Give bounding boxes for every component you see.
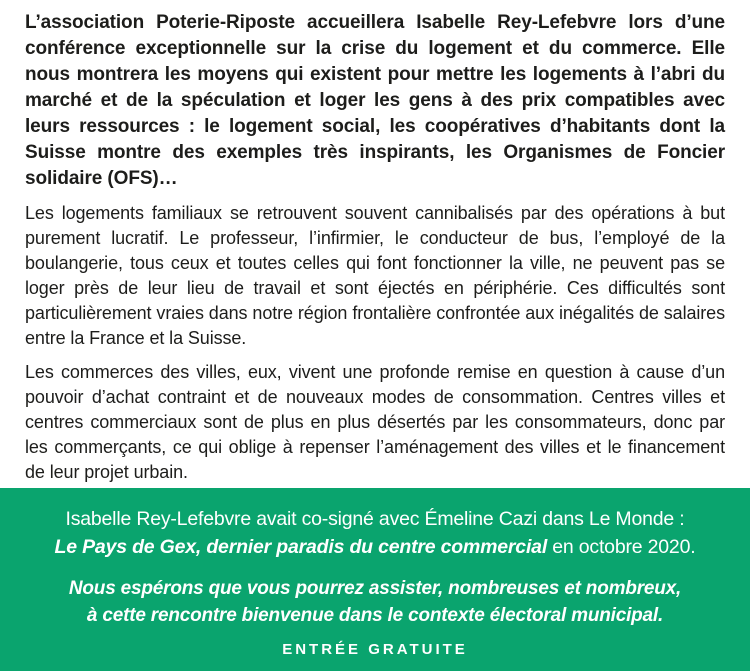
invitation-block [0, 575, 750, 629]
green-banner [0, 488, 750, 671]
body-paragraph-commerce: Les commerces des villes, eux, vivent une profonde remise en question à cause d’un pouvoir d’achat contraint et de nouveaux modes de consommation. Centres villes et centres commerciaux sont de plus en plus désertés par les consommateurs, donc par les commerçants, ce qui oblige à repenser l’aménagement des villes et le financement de leur projet urbain. [25, 362, 725, 482]
article-title-suffix: en octobre 2020. [547, 536, 696, 558]
free-entry-label: ENTRÉE GRATUITE [282, 641, 468, 658]
lead-paragraph: L’association Poterie-Riposte accueillera Isabelle Rey-Lefebvre lors d’une conférence exceptionnelle sur la crise du logement et du commerce. Elle nous montrera les moyens qui existent pour mettre les logements à l’abri du marché et de la spéculation et loger les gens à des prix compatibles avec leurs ressources : le logement social, les coopératives d’habitants dont la Suisse montre des exemples très inspirants, les Organismes de Foncier solidaire (OFS)… [25, 12, 725, 189]
citation-line: Isabelle Rey-Lefebvre avait co-signé avec Émeline Cazi dans Le Monde : [65, 508, 685, 530]
body-paragraph-housing: Les logements familiaux se retrouvent souvent cannibalisés par des opérations à but purement lucratif. Le professeur, l’infirmier, le conducteur de bus, l’employé de la boulangerie, tous ceux et toutes celles qui font fonctionner la ville, ne peuvent pas se loger près de leur lieu de travail et sont éjectés en périphérie. Ces difficultés sont particulièrement vraies dans notre région frontalière confrontée aux inégalités de salaires entre la France et la Suisse. [25, 203, 725, 348]
invitation-line-1: Nous espérons que vous pourrez assister, nombreuses et nombreux, [68, 578, 682, 599]
invitation-line-2: à cette rencontre bienvenue dans le contexte électoral municipal. [86, 605, 664, 626]
article-title: Le Pays de Gex, dernier paradis du centre commercial [54, 536, 548, 558]
article-reference-line [0, 533, 750, 561]
